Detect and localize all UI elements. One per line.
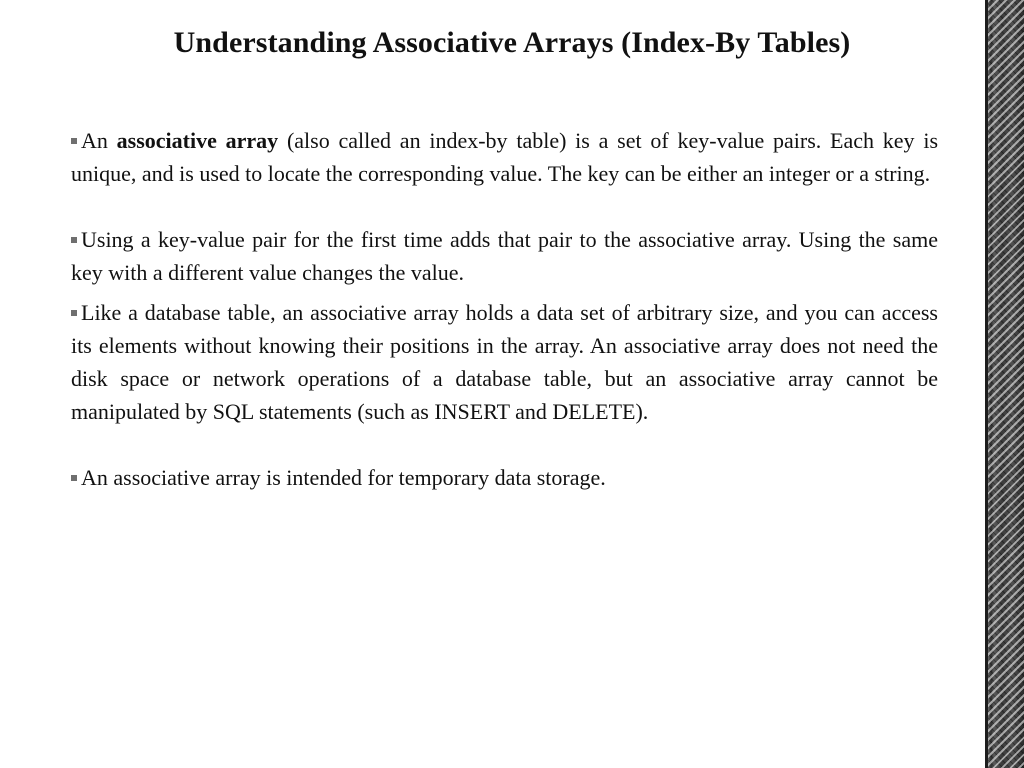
bullet-item [71, 124, 938, 190]
bullet-text-prefix: An [81, 128, 117, 153]
slide-title: Understanding Associative Arrays (Index-By Tables) [173, 26, 851, 59]
bullet-item [71, 223, 938, 289]
square-bullet-icon [71, 138, 77, 144]
bullet-text: Like a database table, an associative array holds a data set of arbitrary size, and you can access its elements without knowing their positions in the array. An associative array does not need the disk space or network operations of a database table, but an associative array cannot be manipulated by SQL statements (such as INSERT and DELETE). [71, 300, 938, 424]
square-bullet-icon [71, 237, 77, 243]
bullet-text: Using a key-value pair for the first time adds that pair to the associative array. Using the same key with a different value changes the value. [71, 227, 938, 285]
bullet-item [71, 296, 938, 428]
decorative-border-strip [985, 0, 1024, 768]
square-bullet-icon [71, 310, 77, 316]
bullet-text: (also called an index-by table) is a set of key-value pairs. Each key is unique, and is used to locate the corresponding value. The key can be either an integer or a string. [71, 128, 939, 186]
bullet-list [71, 124, 938, 494]
bullet-bold-term: associative array [116, 128, 279, 153]
bullet-item [71, 461, 938, 494]
square-bullet-icon [71, 475, 77, 481]
bullet-text: An associative array is intended for temporary data storage. [81, 465, 606, 490]
